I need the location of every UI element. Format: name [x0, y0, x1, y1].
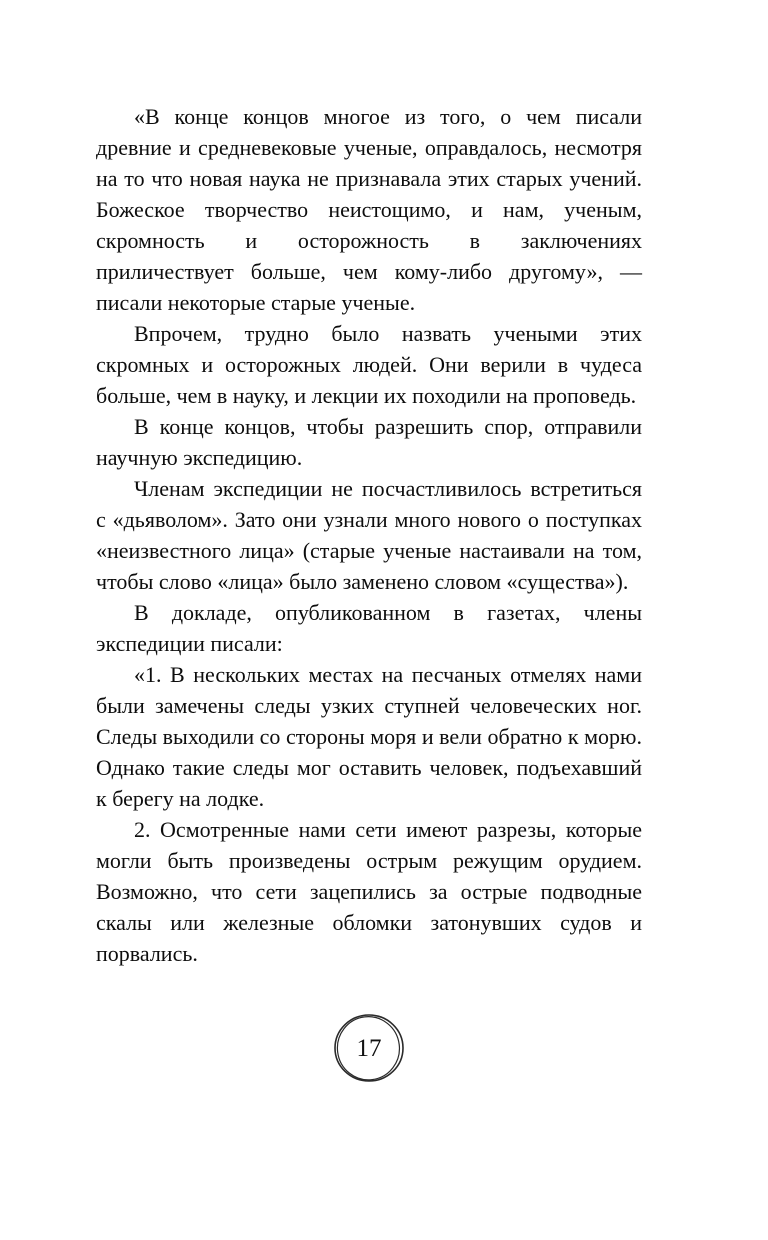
page-footer: [96, 1011, 642, 1085]
paragraph-5: В докладе, опубликованном в газетах, члены экспедиции писали:: [96, 600, 642, 656]
paragraph-7: 2. Осмотренные нами сети имеют разрезы, которые могли быть произведены острым режущим орудием. Возможно, что сети зацепились за острые подводные скалы или железные обломки затонувших судов и порвались.: [96, 817, 642, 966]
page-text: [96, 101, 642, 969]
paragraph-2: Впрочем, трудно было назвать учеными этих скромных и осторожных людей. Они верили в чудеса больше, чем в науку, и лекции их походили на проповедь.: [96, 321, 642, 408]
paragraph-3: В конце концов, чтобы разрешить спор, отправили научную экспедицию.: [96, 414, 642, 470]
page-number: 17: [356, 1035, 382, 1062]
paragraph-4: Членам экспедиции не посчастливилось встретиться с «дьяволом». Зато они узнали много нового о поступках «неизвестного лица» (старые ученые настаивали на том, чтобы слово «лица» было заменено словом «существа»).: [96, 476, 642, 594]
page-number-badge: [330, 1011, 408, 1085]
paragraph-1: «В конце концов многое из того, о чем писали древние и средневековые ученые, оправдалось, несмотря на то что новая наука не признавала этих старых учений. Божеское творчество неистощимо, и нам, ученым, скромность и осторожность в заключениях приличествует больше, чем кому-либо другому», — писали некоторые старые ученые.: [96, 104, 642, 315]
paragraph-6: «1. В нескольких местах на песчаных отмелях нами были замечены следы узких ступней человеческих ног. Следы выходили со стороны моря и вели обратно к морю. Однако такие следы мог оставить человек, подъехавший к берегу на лодке.: [96, 662, 642, 811]
